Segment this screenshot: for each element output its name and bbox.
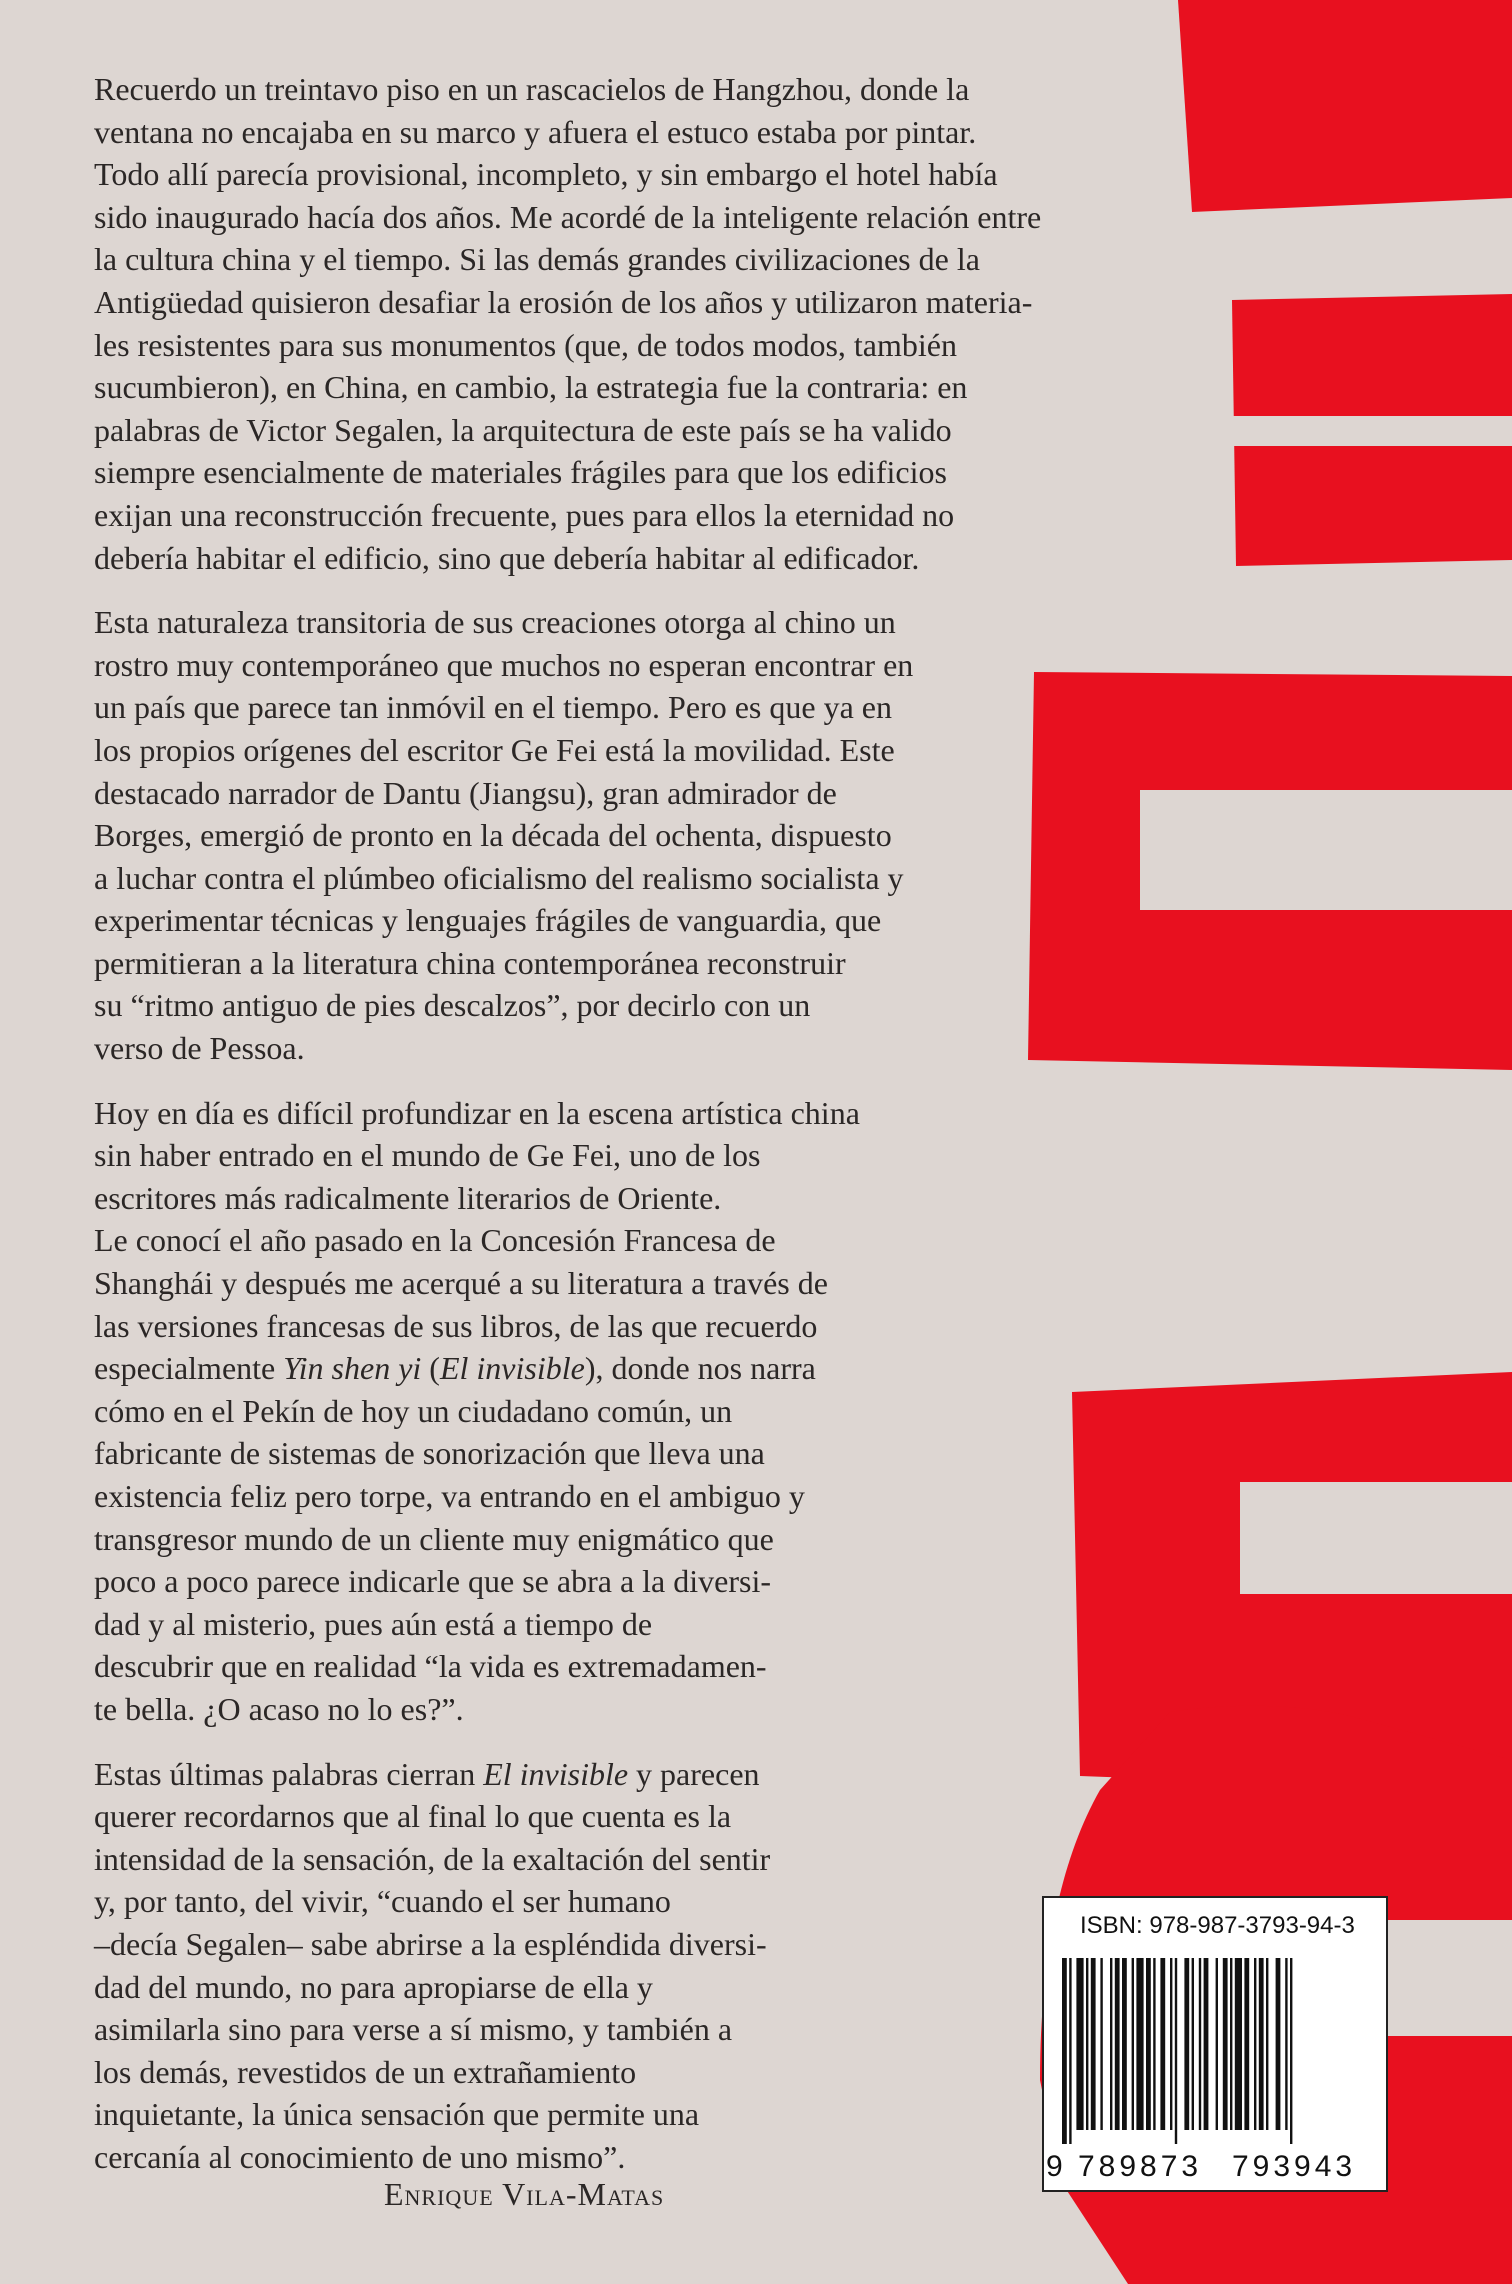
barcode-bar (1175, 1958, 1177, 2144)
body-text (94, 68, 1104, 2201)
barcode-digit-first: 9 (1046, 2150, 1063, 2183)
logo-block (1232, 416, 1512, 446)
barcode-bar (1110, 1958, 1112, 2130)
barcode-bar (1069, 1958, 1071, 2144)
barcode-bar (1170, 1958, 1172, 2130)
barcode-bar (1122, 1958, 1127, 2130)
barcode-bar (1216, 1958, 1218, 2130)
barcode-bar (1254, 1958, 1256, 2130)
book-title: El invisible (439, 1350, 585, 1387)
barcode-bar (1285, 1958, 1287, 2130)
book-title: Yin shen yi (283, 1350, 422, 1387)
barcode-bar (1259, 1958, 1264, 2130)
logo-block (1178, 0, 1512, 212)
barcode-bar (1062, 1958, 1067, 2144)
paragraph: Esta naturaleza transitoria de sus creaciones otorga al chino un rostro muy contemporáneo que muchos no esperan encontrar en un país que parece tan inmóvil en el tiempo. Pero es que ya en los propios orígenes del escritor Ge Fei está la movilidad. Este destacado narrador de Dantu (Jiangsu), gran admirador de Borges, emergió de pronto en la década del ochenta, dispuesto a luchar contra el plúmbeo oficialismo del realismo socialista y experimentar técnicas y lenguajes frágiles de vanguardia, que permitieran a la literatura china contemporánea reconstruir su “ritmo antiguo de pies descalzos”, por decirlo con un verso de Pessoa. (94, 604, 914, 1067)
barcode-bar (1100, 1958, 1102, 2130)
barcode-bar (1199, 1958, 1201, 2130)
barcode-bar (1146, 1958, 1151, 2130)
barcode-bar (1244, 1958, 1249, 2130)
barcode-bar (1160, 1958, 1165, 2130)
barcode-digits-left: 789873 (1078, 2150, 1203, 2183)
barcode-bar (1223, 1958, 1228, 2130)
barcode-bars (1058, 1958, 1370, 2148)
paragraph: Estas últimas palabras cierran El invisible y parecen querer recordarnos que al final lo que cuenta es la intensidad de la sensación, de la exaltación del sentir y, por tanto, del vivir, “cuando el ser humano –decía Segalen– sabe abrirse a la espléndida diversi- dad del mundo, no para apropiarse de ella y asimilarla sino para verse a sí mismo, y también a los demás, revestidos de un extrañamiento inquietante, la única sensación que permite una cercanía al conocimiento de uno mismo”. (94, 1755, 771, 2175)
barcode-bar (1136, 1958, 1143, 2130)
barcode-bar (1235, 1958, 1242, 2130)
book-title: El invisible (483, 1755, 629, 1792)
barcode-bar (1184, 1958, 1189, 2130)
barcode-bar (1266, 1958, 1268, 2130)
barcode-bar (1153, 1958, 1155, 2130)
paragraph: Recuerdo un treintavo piso en un rascacielos de Hangzhou, donde la ventana no encajaba en su marco y afuera el estuco estaba por pintar. Todo allí parecía provisional, incompleto, y sin embargo el hotel había sido inaugurado hacía dos años. Me acordé de la inteligente relación entre la cultura china y el tiempo. Si las demás grandes civilizaciones de la Antigüedad quisieron desafiar la erosión de los años y utilizaron materia- les resistentes para sus monumentos (que, de todos modos, también sucumbieron), en China, en cambio, la estrategia fue la contraria: en palabras de Victor Segalen, la arquitectura de este país se ha valido siempre esencialmente de materiales frágiles para que los edificios exijan una reconstrucción frecuente, pues para ellos la eternidad no debería habitar el edificio, sino que debería habitar al edificador. (94, 71, 1042, 576)
author-signature: Enrique Vila-Matas (384, 2176, 665, 2212)
barcode-bar (1204, 1958, 1209, 2130)
barcode-bar (1091, 1958, 1096, 2130)
barcode-bar (1132, 1958, 1134, 2130)
barcode-bar (1276, 1958, 1281, 2130)
barcode-bar (1290, 1958, 1292, 2144)
barcode-bar (1192, 1958, 1194, 2130)
logo-block (1240, 1482, 1512, 1594)
barcode-bar (1086, 1958, 1088, 2130)
logo-block (1140, 790, 1512, 910)
barcode-digits-right: 793943 (1232, 2150, 1357, 2183)
barcode-bar (1076, 1958, 1083, 2130)
barcode-bar (1115, 1958, 1120, 2130)
paragraph: Hoy en día es difícil profundizar en la escena artística china sin haber entrado en el mundo de Ge Fei, uno de los escritores más radicalmente literarios de Oriente. Le conocí el año pasado en la Concesión Francesa de Shanghái y después me acerqué a su literatura a través de las versiones francesas de sus libros, de las que recuerdo especialmente Yin shen yi (El invisible), donde nos narra cómo en el Pekín de hoy un ciudadano común, un fabricante de sistemas de sonorización que lleva una existencia feliz pero torpe, va entrando en el ambiguo y transgresor mundo de un cliente muy enigmático que poco a poco parece indicarle que se abra a la diversi- dad y al misterio, pues aún está a tiempo de descubrir que en realidad “la vida es extremadamen- te bella. ¿O acaso no lo es?”. (94, 1094, 860, 1727)
isbn-label: ISBN: 978-987-3793-94-3 (1080, 1912, 1355, 1939)
barcode-bar (1230, 1958, 1232, 2130)
